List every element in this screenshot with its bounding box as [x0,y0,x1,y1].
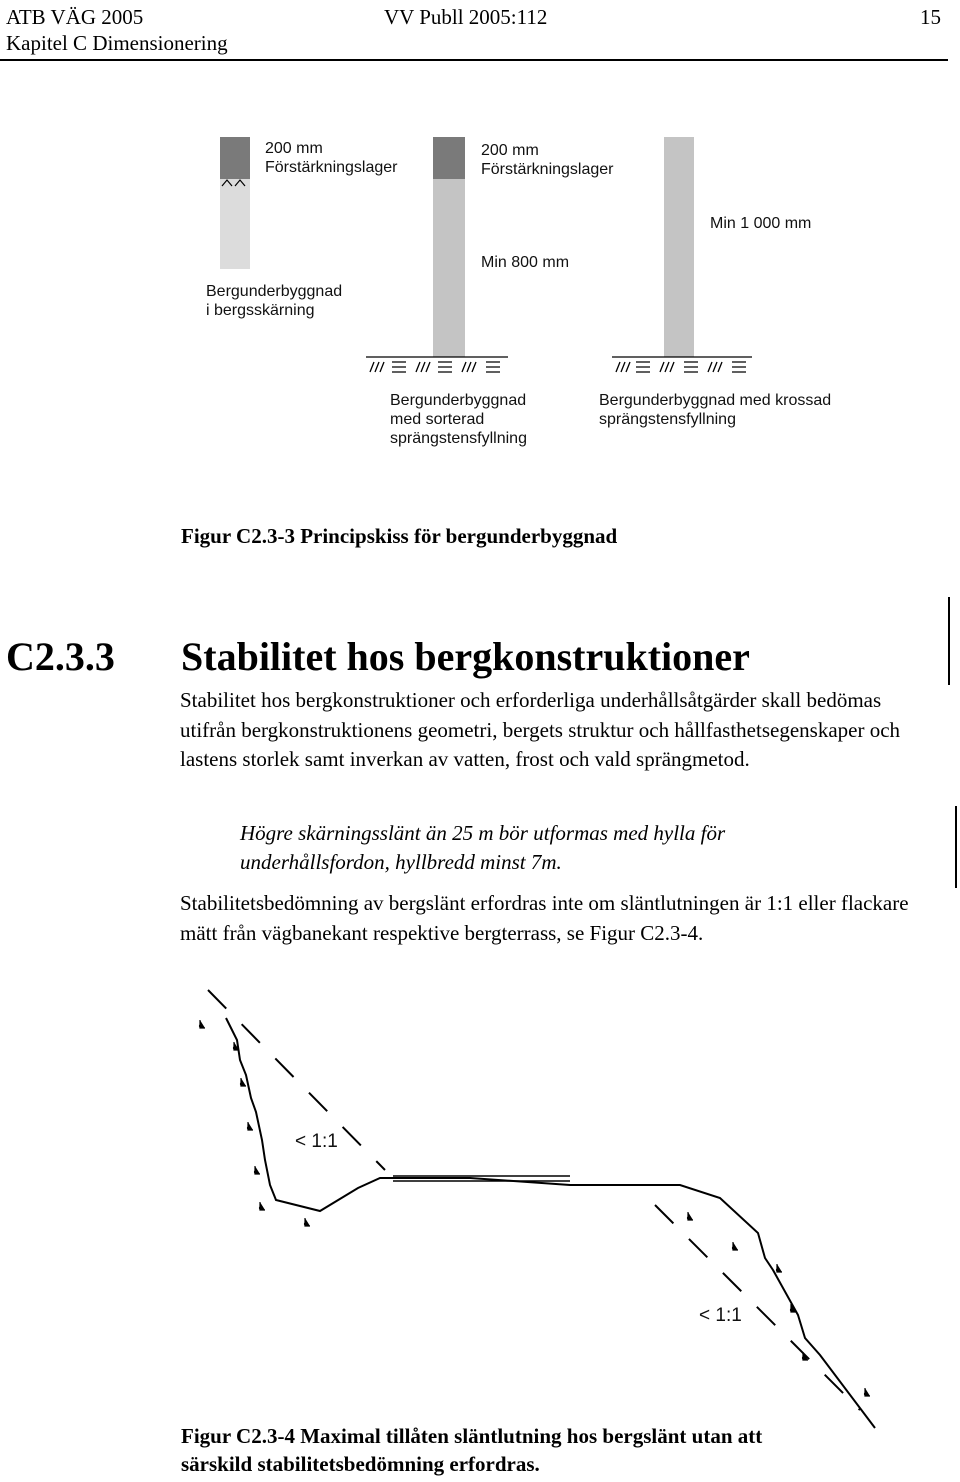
document-title: ATB VÄG 2005 [6,5,144,29]
change-bar [948,597,950,685]
label-case1-line1: Bergunderbyggnad [206,283,343,300]
section-number: C2.3.3 [6,634,115,679]
label-thickness-a: 200 mm [265,140,323,157]
body-paragraph-1: Stabilitet hos bergkonstruktioner och erforderliga underhållsåtgärder skall bedömas utifrån bergkonstruktionens geometri, bergets struktur och hållfasthetsegenskaper och lastens storlek samt inverkan av vatten, frost och vald sprängmetod. [180,688,901,771]
label-min-800: Min 800 mm [481,254,570,271]
rock-mark-icon [222,180,245,186]
label-min-1000: Min 1 000 mm [710,215,812,232]
slope-label-right: < 1:1 [699,1305,742,1326]
change-bar [955,806,957,888]
rock-mark-icon [200,1020,871,1396]
slope-limit-line [208,990,860,1410]
label-case2-line2: med sorterad [390,411,485,428]
slope-profile [226,1018,875,1428]
chapter-title: Kapitel C Dimensionering [6,31,228,55]
recommendation-line-1: Högre skärningsslänt än 25 m bör utformas med hylla för [240,821,726,845]
label-case3-line2: sprängstensfyllning [599,411,736,428]
figure-caption-2-line1: Figur C2.3-4 Maximal tillåten släntlutning hos bergslänt utan att [181,1424,763,1448]
ground-symbol-icon [612,357,752,372]
ground-symbol-icon [366,357,508,372]
label-case1-line2: i bergsskärning [206,302,315,319]
figure-caption-1: Figur C2.3-3 Principskiss för bergunderbyggnad [181,524,618,548]
recommendation-line-2: underhållsfordon, hyllbredd minst 7m. [240,850,562,874]
label-thickness-b: 200 mm [481,142,539,159]
label-case3-line1: Bergunderbyggnad med krossad [599,392,832,409]
publication-number: VV Publl 2005:112 [384,5,548,29]
body-paragraph-3: Stabilitetsbedömning av bergslänt erfordras inte om släntlutningen är 1:1 eller flackare mätt från vägbanekant respektive bergterrass, se Figur C2.3-4. [180,891,909,945]
page-number: 15 [920,5,941,29]
label-layer-b: Förstärkningslager [481,161,614,178]
section-title: Stabilitet hos bergkonstruktioner [181,634,750,679]
slope-label-left: < 1:1 [295,1131,338,1152]
figure-caption-2-line2: särskild stabilitetsbedömning erfordras. [181,1452,540,1476]
label-case2-line3: sprängstensfyllning [390,430,527,447]
label-case2-line1: Bergunderbyggnad [390,392,527,409]
label-layer-a: Förstärkningslager [265,159,398,176]
